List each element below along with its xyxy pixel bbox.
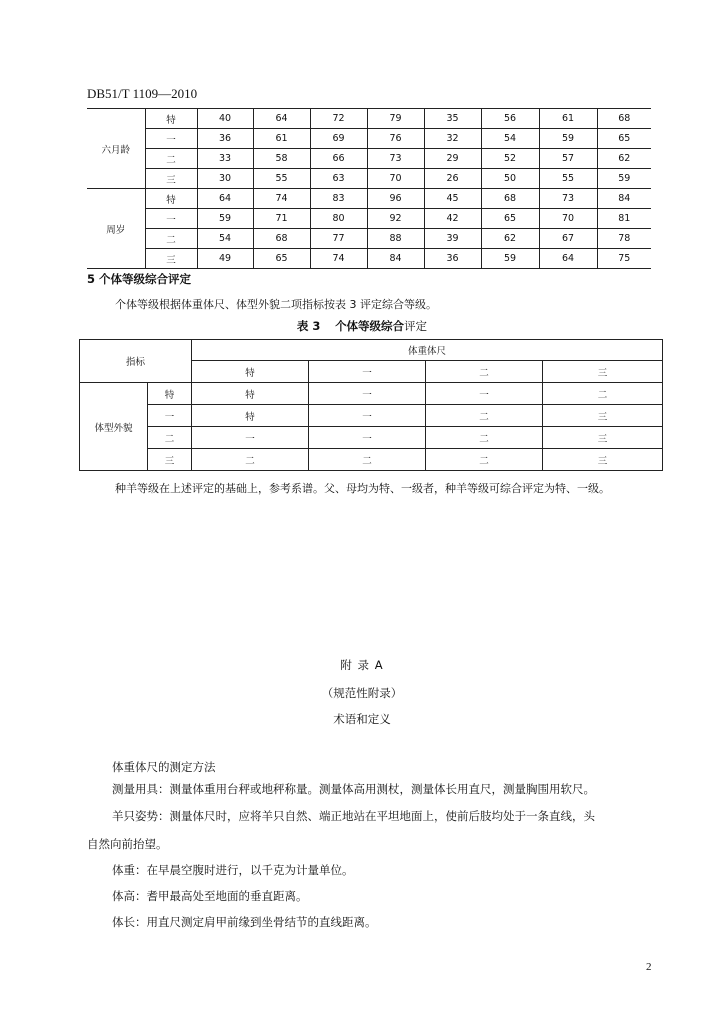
table-cell: 58: [253, 149, 310, 169]
table-cell: 62: [481, 229, 539, 249]
table-cell: 55: [253, 169, 310, 189]
table-row: [87, 209, 651, 229]
table-cell: 70: [539, 209, 597, 229]
table-cell: 49: [197, 249, 253, 269]
table-cell: 66: [310, 149, 367, 169]
table-cell: 二: [309, 449, 426, 471]
paragraph-method: 体重体尺的测定方法: [112, 760, 216, 774]
row-grade: 特: [145, 189, 197, 209]
row-grade: 特: [145, 109, 197, 129]
row-grade: 一: [145, 209, 197, 229]
table-cell: 50: [481, 169, 539, 189]
col-header: 特: [192, 361, 309, 383]
table-3-comprehensive-grade: [79, 339, 663, 471]
table-cell: 一: [309, 405, 426, 427]
table-cell: 45: [424, 189, 481, 209]
table-cell: 二: [426, 449, 543, 471]
table-cell: 一: [426, 383, 543, 405]
table-cell: 80: [310, 209, 367, 229]
table-cell: 三: [543, 405, 663, 427]
table-cell: 61: [539, 109, 597, 129]
row-grade: 特: [148, 383, 192, 405]
table-cell: 84: [367, 249, 424, 269]
table-cell: 71: [253, 209, 310, 229]
appendix-heading: 术语和定义: [333, 712, 391, 726]
row-grade: 二: [148, 427, 192, 449]
table-cell: 一: [192, 427, 309, 449]
table-cell: 65: [481, 209, 539, 229]
table-cell: 30: [197, 169, 253, 189]
col-header: 二: [426, 361, 543, 383]
table-cell: 68: [253, 229, 310, 249]
table-cell: 96: [367, 189, 424, 209]
table-cell: 三: [543, 449, 663, 471]
table-cell: 79: [367, 109, 424, 129]
table-cell: 92: [367, 209, 424, 229]
table-row: [87, 229, 651, 249]
table-3-label: 表 3: [296, 319, 321, 333]
section-5-heading: 5 个体等级综合评定: [87, 272, 192, 286]
table-cell: 54: [197, 229, 253, 249]
table-cell: 一: [309, 427, 426, 449]
table-row: [87, 249, 651, 269]
table-cell: 33: [197, 149, 253, 169]
table-cell: 68: [597, 109, 651, 129]
corner-label: 指标: [80, 340, 192, 383]
table-cell: 59: [597, 169, 651, 189]
table-cell: 29: [424, 149, 481, 169]
table-cell: 72: [310, 109, 367, 129]
row-group-label: 周岁: [87, 189, 145, 269]
table-cell: 59: [539, 129, 597, 149]
table-3-title-rest: 评定: [404, 319, 428, 333]
paragraph-posture: 羊只姿势：测量体尺时，应将羊只自然、端正地站在平坦地面上，使前后肢均处于一条直线，头: [112, 809, 595, 823]
paragraph-weight: 体重：在早晨空腹时进行，以千克为计量单位。: [112, 863, 354, 877]
document-id: DB51/T 1109—2010: [87, 86, 198, 101]
table-row: [87, 129, 651, 149]
table-cell: 61: [253, 129, 310, 149]
row-grade: 二: [145, 229, 197, 249]
table-cell: 65: [253, 249, 310, 269]
table-cell: 特: [192, 383, 309, 405]
table-cell: 42: [424, 209, 481, 229]
row-grade: 三: [145, 249, 197, 269]
table-cell: 39: [424, 229, 481, 249]
appendix-title: 附 录 A: [340, 658, 384, 672]
row-grade: 二: [145, 149, 197, 169]
col-header: 三: [543, 361, 663, 383]
table-cell: 62: [597, 149, 651, 169]
table-cell: 78: [597, 229, 651, 249]
col-group-label: 体重体尺: [192, 340, 663, 361]
table-cell: 68: [481, 189, 539, 209]
table-row: [87, 149, 651, 169]
table-cell: 35: [424, 109, 481, 129]
table-cell: 54: [481, 129, 539, 149]
paragraph-posture-continued: 自然向前抬望。: [87, 837, 168, 851]
table-cell: 84: [597, 189, 651, 209]
table-cell: 二: [192, 449, 309, 471]
table-cell: 三: [543, 427, 663, 449]
table-3-title-bold: 个体等级综合: [335, 319, 405, 333]
table-cell: 59: [197, 209, 253, 229]
page-number: 2: [646, 961, 652, 973]
table-cell: 56: [481, 109, 539, 129]
table-cell: 52: [481, 149, 539, 169]
table-row: [87, 169, 651, 189]
table-cell: 73: [367, 149, 424, 169]
table-cell: 二: [426, 405, 543, 427]
table-cell: 73: [539, 189, 597, 209]
table-cell: 69: [310, 129, 367, 149]
row-grade: 三: [148, 449, 192, 471]
table-cell: 74: [253, 189, 310, 209]
row-grade: 一: [148, 405, 192, 427]
table-cell: 40: [197, 109, 253, 129]
table-cell: 二: [426, 427, 543, 449]
table-cell: 83: [310, 189, 367, 209]
table-cell: 64: [197, 189, 253, 209]
paragraph-height: 体高：耆甲最高处至地面的垂直距离。: [112, 889, 308, 903]
table-cell: 一: [309, 383, 426, 405]
grade-table-continued: [87, 108, 651, 269]
table-3-caption: [0, 318, 724, 334]
table-cell: 67: [539, 229, 597, 249]
table-cell: 36: [424, 249, 481, 269]
row-group-label: 六月龄: [87, 109, 145, 189]
row-grade: 一: [145, 129, 197, 149]
table-cell: 74: [310, 249, 367, 269]
table-cell: 65: [597, 129, 651, 149]
table-cell: 76: [367, 129, 424, 149]
table-row: [87, 189, 651, 209]
table-cell: 70: [367, 169, 424, 189]
table-cell: 55: [539, 169, 597, 189]
table-cell: 57: [539, 149, 597, 169]
paragraph-tools: 测量用具：测量体重用台秤或地秤称量。测量体高用测杖，测量体长用直尺，测量胸围用软尺。: [112, 782, 595, 796]
table-cell: 64: [539, 249, 597, 269]
table-cell: 75: [597, 249, 651, 269]
table-cell: 32: [424, 129, 481, 149]
table-cell: 64: [253, 109, 310, 129]
table-cell: 36: [197, 129, 253, 149]
pedigree-note: 种羊等级在上述评定的基础上，参考系谱。父、母均为特、一级者，种羊等级可综合评定为特、一级。: [115, 482, 610, 495]
row-group-label: 体型外貌: [80, 383, 148, 471]
col-header: 一: [309, 361, 426, 383]
table-cell: 26: [424, 169, 481, 189]
table-row: [87, 109, 651, 129]
table-cell: 特: [192, 405, 309, 427]
table-cell: 81: [597, 209, 651, 229]
table-cell: 63: [310, 169, 367, 189]
paragraph-length: 体长：用直尺测定肩甲前缘到坐骨结节的直线距离。: [112, 915, 377, 929]
row-grade: 三: [145, 169, 197, 189]
section-5-paragraph: 个体等级根据体重体尺、体型外貌二项指标按表 3 评定综合等级。: [115, 298, 437, 311]
table-cell: 二: [543, 383, 663, 405]
table-cell: 59: [481, 249, 539, 269]
table-cell: 88: [367, 229, 424, 249]
appendix-subtitle: （规范性附录）: [321, 686, 403, 700]
table-cell: 77: [310, 229, 367, 249]
